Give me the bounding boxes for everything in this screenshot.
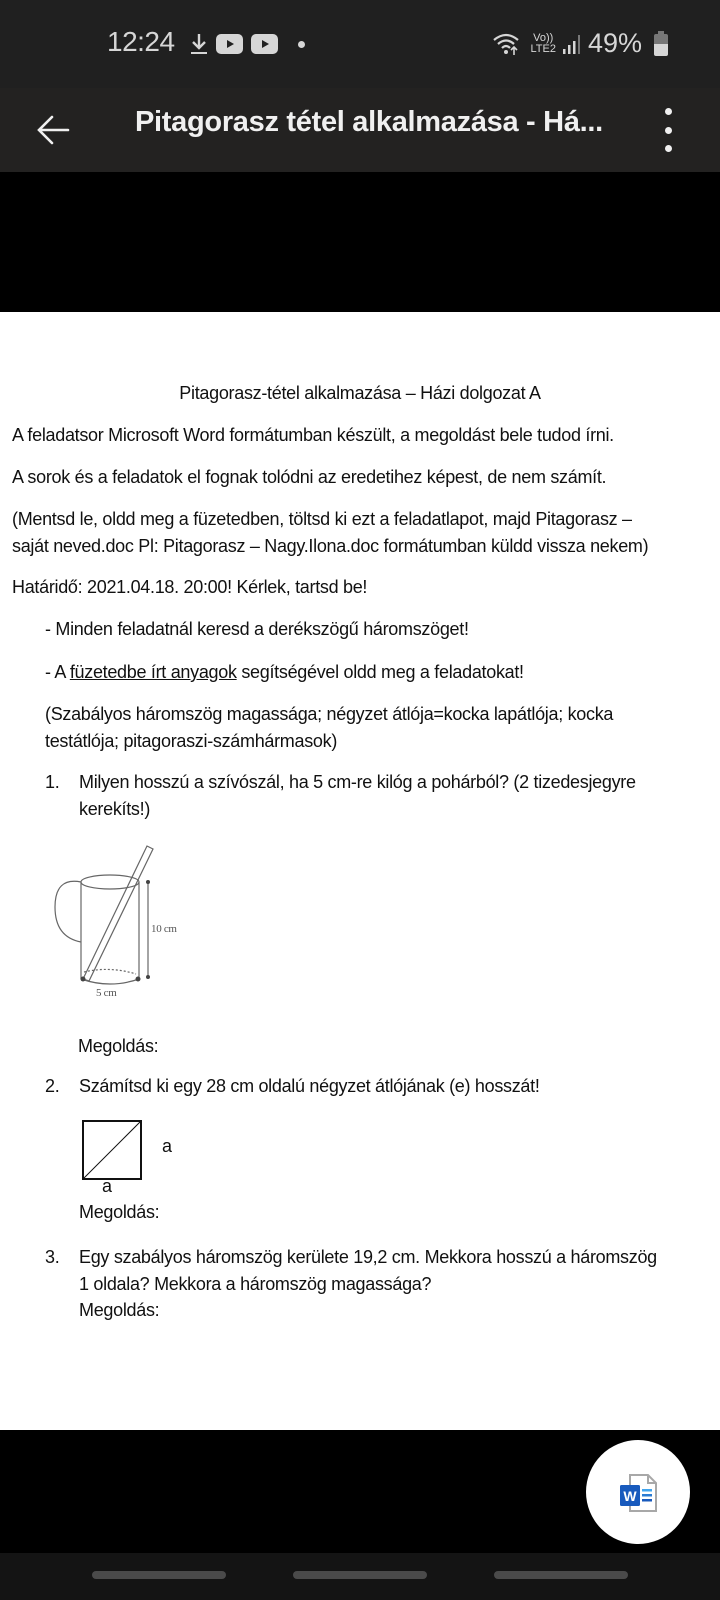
- side-label-bottom: a: [102, 1176, 112, 1196]
- task-2-text-line-1: Számítsd ki egy 28 cm oldalú négyzet átlójának (e) hosszát!: [79, 1076, 540, 1096]
- width-label: 5 cm: [96, 987, 117, 999]
- document-page[interactable]: [0, 312, 720, 1430]
- instructions-line-2: saját neved.doc Pl: Pitagorasz – Nagy.Ilona.doc formátumban küldd vissza nekem): [12, 536, 649, 556]
- nav-back[interactable]: [494, 1571, 628, 1579]
- bullet-2-underlined: füzetedbe írt anyagok: [69, 662, 237, 682]
- navigation-bar: [0, 1553, 720, 1600]
- task-3-text-line-1: Egy szabályos háromszög kerülete 19,2 cm. Mekkora hosszú a háromszög: [79, 1247, 657, 1267]
- task-3-text-line-2: 1 oldala? Mekkora a háromszög magassága?: [79, 1274, 432, 1294]
- task-2-number: 2.: [45, 1076, 60, 1096]
- status-time: 12:24: [107, 26, 175, 57]
- nav-home[interactable]: [293, 1571, 427, 1579]
- youtube-icon: [216, 34, 243, 54]
- task-3-solution-label: Megoldás:: [79, 1300, 160, 1320]
- task-1-solution-label: Megoldás:: [78, 1036, 159, 1056]
- nav-recent-apps[interactable]: [92, 1571, 226, 1579]
- task-1-number: 1.: [45, 772, 60, 792]
- battery-icon: [654, 34, 668, 56]
- task-3-number: 3.: [45, 1247, 60, 1267]
- word-document-icon: [618, 1472, 660, 1514]
- more-vertical-icon[interactable]: [660, 108, 676, 152]
- system-icons: [492, 28, 670, 59]
- notification-dot-icon: [298, 41, 305, 48]
- document-title: Pitagorasz tétel alkalmazása - Há...: [135, 106, 603, 138]
- arrow-left-icon[interactable]: [34, 110, 74, 150]
- square-diagonal-figure: [82, 1120, 144, 1182]
- bullet-1: - Minden feladatnál keresd a derékszögű háromszöget!: [45, 619, 469, 639]
- topics-line-2: testátlója; pitagoraszi-számhármasok): [45, 731, 338, 751]
- topics-line-1: (Szabályos háromszög magassága; négyzet átlója=kocka lapátlója; kocka: [45, 704, 614, 724]
- bullet-2: - A füzetedbe írt anyagok segítségével oldd meg a feladatokat!: [45, 662, 524, 682]
- intro-paragraph-1: A feladatsor Microsoft Word formátumban készült, a megoldást bele tudod írni.: [12, 425, 614, 445]
- height-label: 10 cm: [151, 923, 177, 935]
- youtube-icon: [251, 34, 278, 54]
- task-1-text-line-2: kerekíts!): [79, 799, 151, 819]
- open-in-word-button[interactable]: [586, 1440, 690, 1544]
- task-1-solution-field[interactable]: [79, 1052, 679, 1072]
- app-bar: [0, 88, 720, 172]
- wifi-icon: [492, 31, 524, 57]
- instructions-line-1: (Mentsd le, oldd meg a füzetedben, töltsd ki ezt a feladatlapot, majd Pitagorasz –: [12, 509, 632, 529]
- intro-paragraph-2: A sorok és a feladatok el fognak tolódni az eredetihez képest, de nem számít.: [12, 467, 607, 487]
- task-2-solution-field[interactable]: [79, 1222, 679, 1242]
- signal-icon: [562, 33, 582, 55]
- status-bar: [0, 0, 720, 88]
- battery-percent: 49%: [587, 28, 642, 58]
- notification-icons: [190, 32, 305, 56]
- task-3-solution-field[interactable]: [79, 1322, 679, 1342]
- side-label-right: a: [162, 1136, 172, 1156]
- svg-text:W: W: [623, 1488, 637, 1504]
- task-2-solution-label: Megoldás:: [79, 1202, 160, 1222]
- glass-straw-figure: [50, 842, 160, 992]
- viewer-background: [0, 172, 720, 312]
- download-icon: [190, 32, 208, 56]
- network-type: Vo)) LTE2: [530, 31, 556, 55]
- deadline: Határidő: 2021.04.18. 20:00! Kérlek, tartsd be!: [12, 577, 368, 597]
- task-1-text-line-1: Milyen hosszú a szívószál, ha 5 cm-re kilóg a pohárból? (2 tizedesjegyre: [79, 772, 636, 792]
- document-heading: Pitagorasz-tétel alkalmazása – Házi dolgozat A: [179, 383, 541, 403]
